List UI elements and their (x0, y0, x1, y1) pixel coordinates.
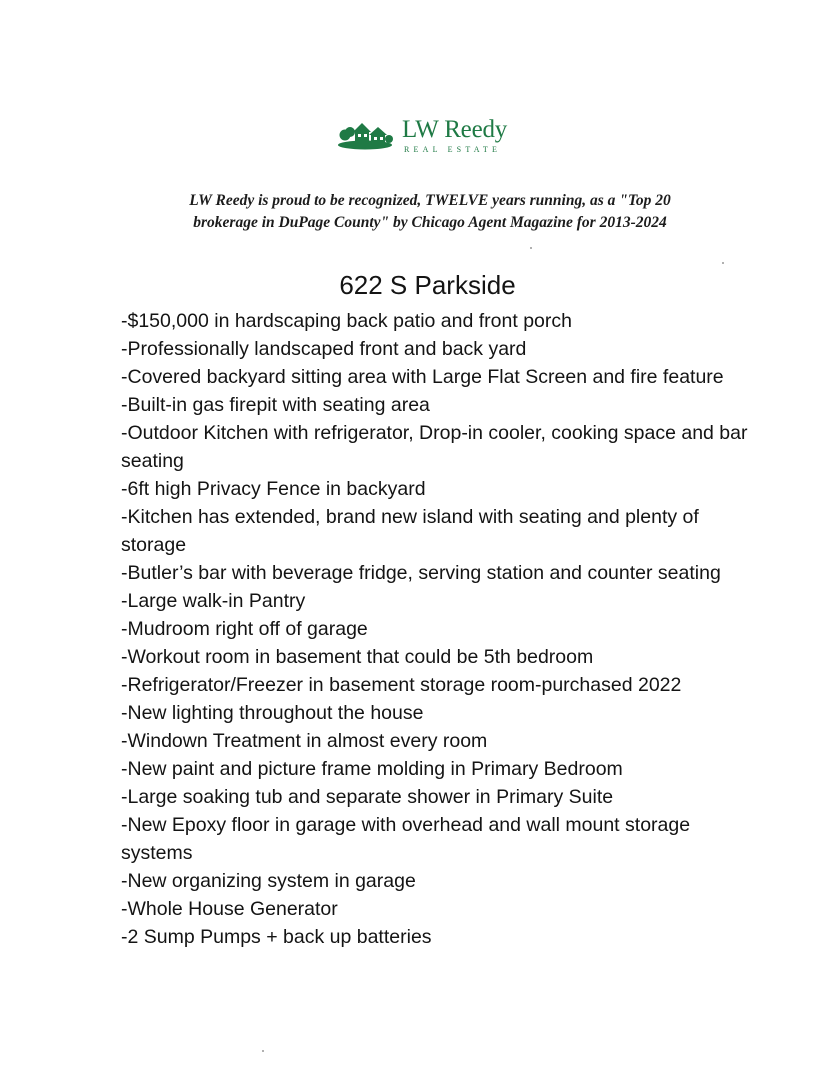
feature-list (121, 307, 761, 951)
scan-speck (530, 247, 532, 249)
feature-item: -New Epoxy floor in garage with overhead and wall mount storage systems (121, 814, 691, 864)
tagline-line-1: LW Reedy is proud to be recognized, TWELVE years running, as a "Top 20 (189, 192, 671, 209)
feature-item: -6ft high Privacy Fence in backyard (121, 478, 426, 500)
logo-name: LW Reedy (402, 116, 508, 143)
scan-speck (722, 262, 724, 264)
recognition-tagline (90, 190, 770, 234)
feature-item: -$150,000 in hardscaping back patio and front porch (121, 310, 572, 332)
feature-item: -Kitchen has extended, brand new island with seating and plenty of storage (121, 506, 699, 556)
feature-item: -Covered backyard sitting area with Large Flat Screen and fire feature (121, 366, 724, 388)
feature-item: -Windown Treatment in almost every room (121, 730, 488, 752)
feature-item: -Outdoor Kitchen with refrigerator, Drop-in cooler, cooking space and bar seating (121, 422, 748, 472)
feature-item: -Refrigerator/Freezer in basement storage room-purchased 2022 (121, 674, 682, 696)
feature-item: -Large walk-in Pantry (121, 590, 306, 612)
property-address-title: 622 S Parkside (339, 270, 516, 300)
scan-speck (262, 1050, 264, 1052)
feature-item: -Large soaking tub and separate shower in Primary Suite (121, 786, 614, 808)
houses-logo-icon (338, 120, 394, 150)
feature-item: -New paint and picture frame molding in Primary Bedroom (121, 758, 623, 780)
feature-item: -2 Sump Pumps + back up batteries (121, 926, 432, 948)
tagline-line-2: brokerage in DuPage County" by Chicago Agent Magazine for 2013-2024 (193, 214, 667, 231)
logo-subtitle: REAL ESTATE (404, 145, 502, 154)
feature-item: -Built-in gas firepit with seating area (121, 394, 430, 416)
feature-item: -Butler’s bar with beverage fridge, serving station and counter seating (121, 562, 721, 584)
company-logo (338, 116, 528, 158)
feature-item: -New organizing system in garage (121, 870, 416, 892)
feature-item: -Whole House Generator (121, 898, 338, 920)
feature-item: -New lighting throughout the house (121, 702, 424, 724)
feature-item: -Professionally landscaped front and back yard (121, 338, 527, 360)
feature-item: -Workout room in basement that could be 5th bedroom (121, 646, 594, 668)
feature-item: -Mudroom right off of garage (121, 618, 368, 640)
